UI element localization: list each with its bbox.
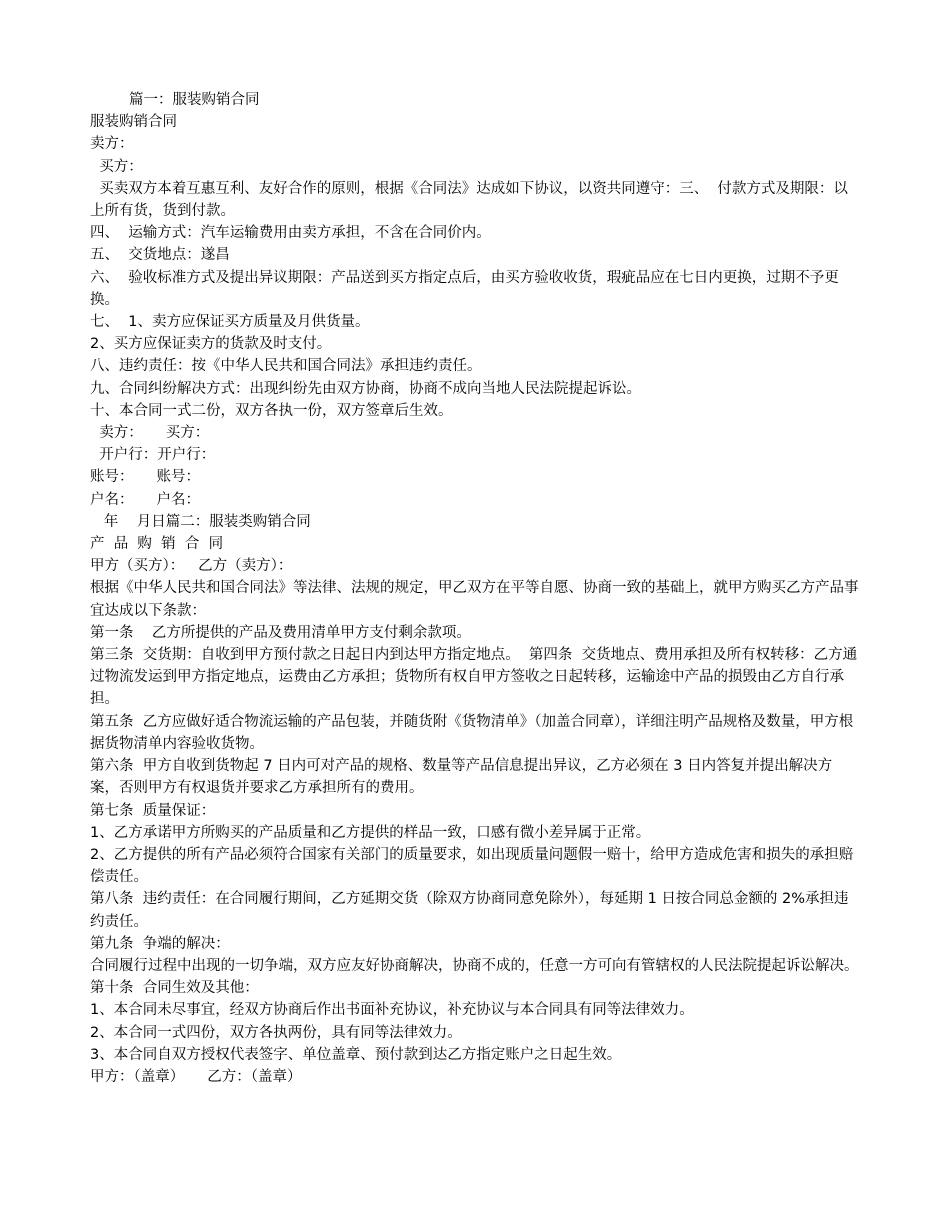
preamble-and-clause-3: 买卖双方本着互惠互利、友好合作的原则，根据《合同法》达成如下协议，以资共同遵守：三、 付款方式及期限：以上所有货，货到付款。 [90, 180, 848, 220]
clause-7-item-2: 2、买方应保证卖方的货款及时支付。 [90, 336, 332, 353]
signature-parties: 卖方： 买方： [90, 425, 210, 442]
clause-8-liability: 八、违约责任：按《中华人民共和国合同法》承担违约责任。 [90, 358, 482, 375]
article-7-item-1: 1、乙方承诺甲方所购买的产品质量和乙方提供的样品一致，口感有微小差异属于正常。 [90, 824, 651, 841]
contract-text [90, 89, 860, 1088]
article-1: 第一条 乙方所提供的产品及费用清单甲方支付剩余款项。 [90, 624, 471, 641]
contract-title-1: 服装购销合同 [90, 114, 177, 131]
article-10-item-1: 1、本合同未尽事宜，经双方协商后作出书面补充协议，补充协议与本合同具有同等法律效力。 [90, 1002, 694, 1019]
article-8: 第八条 违约责任：在合同履行期间，乙方延期交货（除双方协商同意免除外），每延期 1 日按合同总金额的 2%承担违约责任。 [90, 891, 849, 930]
clause-6-acceptance: 六、 验收标准方式及提出异议期限：产品送到买方指定点后，由买方验收收货，瑕疵品应在七日内更换，过期不予更换。 [90, 269, 839, 308]
clause-10-copies: 十、本合同一式二份，双方各执一份，双方签章后生效。 [90, 402, 453, 419]
article-9-heading: 第九条 争端的解决： [90, 935, 230, 952]
article-10-heading: 第十条 合同生效及其他： [90, 980, 259, 997]
section-heading-part1: 篇一：服装购销合同 [129, 92, 260, 108]
clause-4-transport: 四、 运输方式：汽车运输费用由卖方承担，不含在合同价内。 [90, 225, 491, 242]
article-7-heading: 第七条 质量保证： [90, 802, 216, 819]
date-and-part2-heading: 年 月日篇二：服装类购销合同 [90, 513, 311, 530]
clause-7-item-1: 七、 1、卖方应保证买方质量及月供货量。 [90, 314, 370, 331]
article-9-body: 合同履行过程中出现的一切争端，双方应友好协商解决，协商不成的，任意一方可向有管辖权的人民法院提起诉讼解决。 [90, 957, 859, 974]
article-3-4: 第三条 交货期：自收到甲方预付款之日起日内到达甲方指定地点。 第四条 交货地点、费用承担及所有权转移：乙方通过物流发运到甲方指定地点，运费由乙方承担；货物所有权自甲方签收之日起转移，运输途中产品的损毁由乙方自行承担。 [90, 647, 858, 708]
article-10-item-2: 2、本合同一式四份，双方各执两份，具有同等法律效力。 [90, 1024, 462, 1041]
buyer-label: 买方： [90, 158, 143, 175]
article-7-item-2: 2、乙方提供的所有产品必须符合国家有关部门的质量要求，如出现质量问题假一赔十，给甲方造成危害和损失的承担赔偿责任。 [90, 846, 854, 886]
final-signature-line: 甲方：（盖章） 乙方：（盖章） [90, 1068, 302, 1085]
signature-account-names: 户名： 户名： [90, 491, 201, 508]
signature-banks: 开户行：开户行： [90, 447, 216, 464]
seller-label: 卖方： [90, 136, 134, 153]
preamble-2: 根据《中华人民共和国合同法》等法律、法规的规定，甲乙双方在平等自愿、协商一致的基础上，就甲方购买乙方产品事宜达成以下条款： [90, 580, 859, 619]
article-6: 第六条 甲方自收到货物起 7 日内可对产品的规格、数量等产品信息提出异议，乙方必须在 3 日内答复并提出解决方案，否则甲方有权退货并要求乙方承担所有的费用。 [90, 758, 833, 797]
clause-9-dispute: 九、合同纠纷解决方式：出现纠纷先由双方协商，协商不成向当地人民法院提起诉讼。 [90, 380, 641, 397]
clause-5-delivery-place: 五、 交货地点：遂昌 [90, 247, 230, 264]
article-5: 第五条 乙方应做好适合物流运输的产品包装，并随货附《货物清单》（加盖合同章），详细注明产品规格及数量，甲方根据货物清单内容验收货物。 [90, 713, 854, 752]
party-a-b-labels: 甲方（买方）： 乙方（卖方）： [90, 558, 293, 575]
contract-title-2: 产 品 购 销 合 同 [90, 536, 224, 553]
article-10-item-3: 3、本合同自双方授权代表签字、单位盖章、预付款到达乙方指定账户之日起生效。 [90, 1046, 622, 1063]
signature-accounts: 账号： 账号： [90, 469, 201, 486]
